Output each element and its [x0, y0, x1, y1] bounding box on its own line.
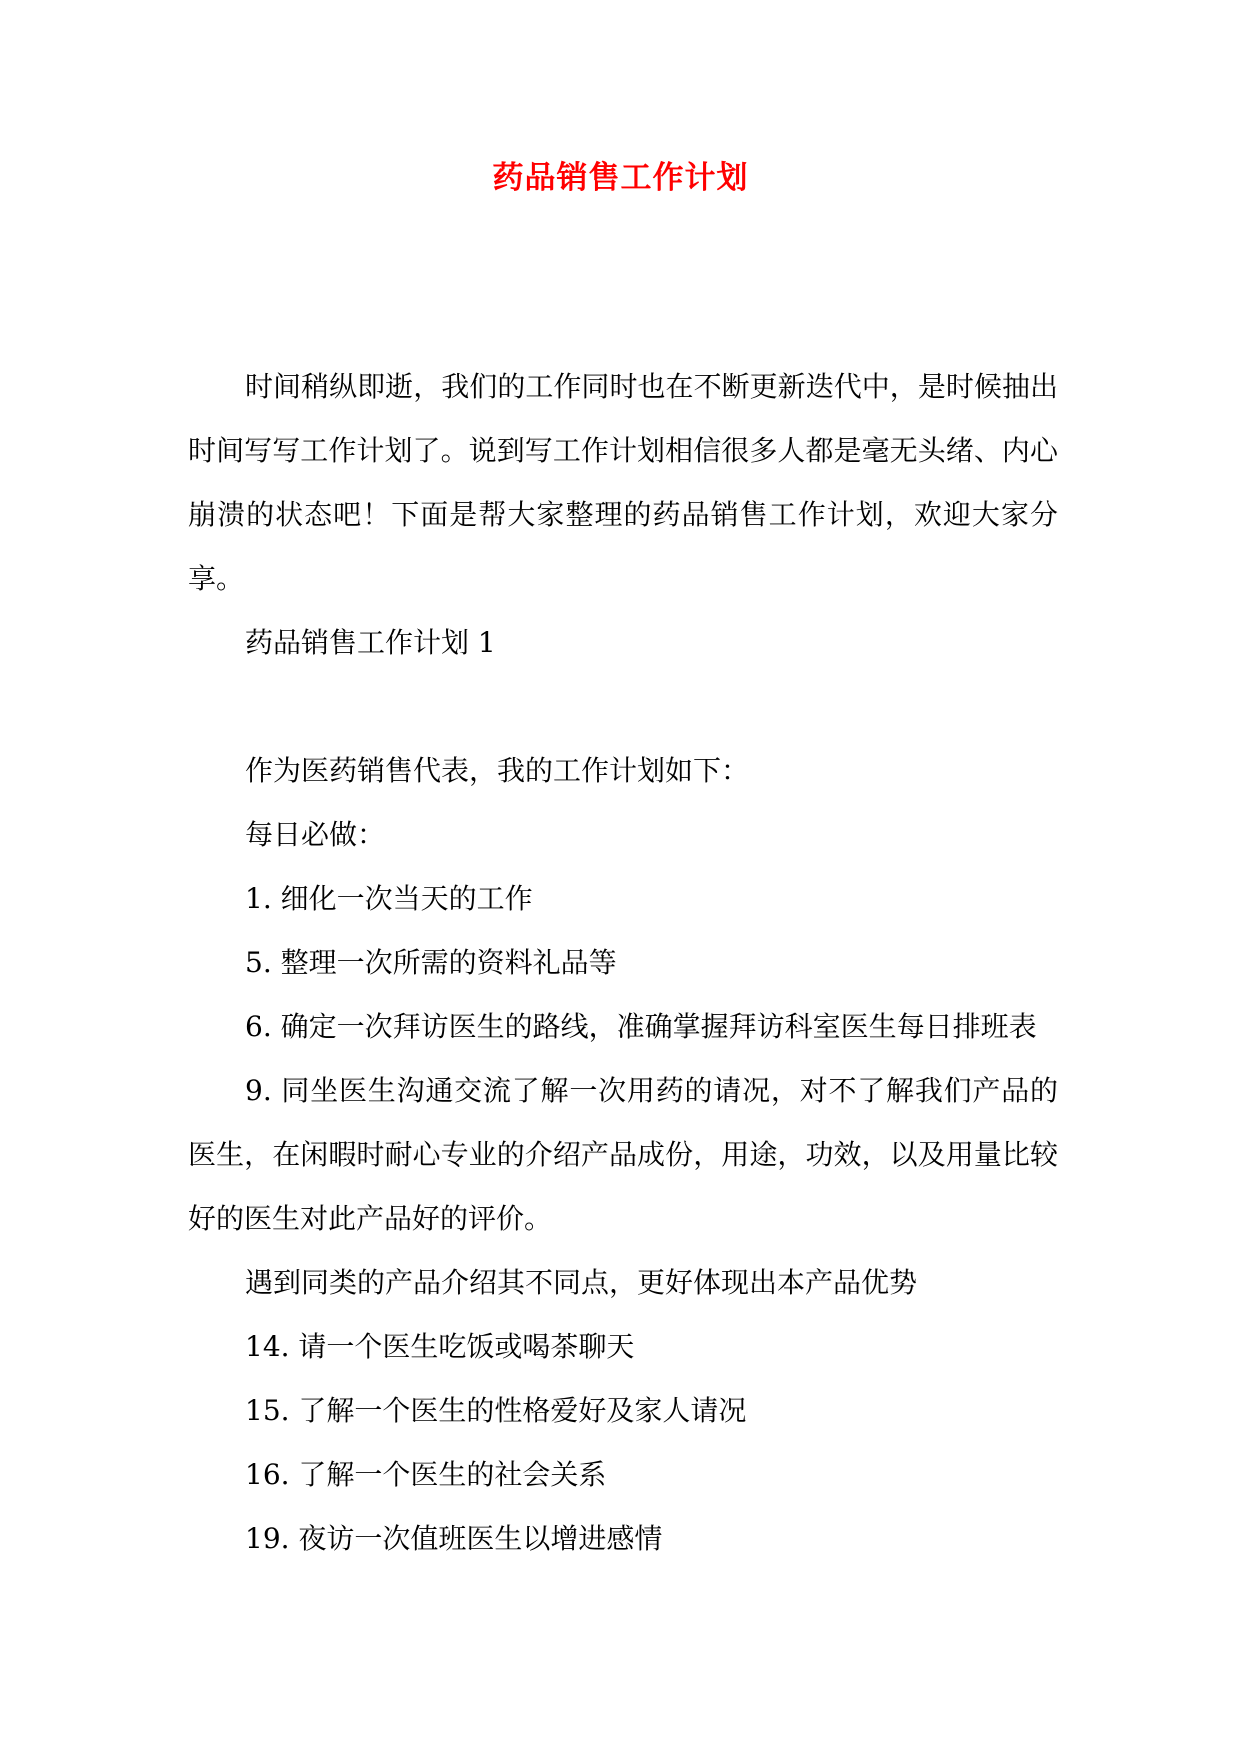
document-title: 药品销售工作计划: [492, 160, 749, 196]
list-item-19: 19. 夜访一次值班医生以增进感情: [245, 1522, 663, 1555]
list-item-15: 15. 了解一个医生的性格爱好及家人请况: [245, 1394, 747, 1427]
list-item-6: 6. 确定一次拜访医生的路线，准确掌握拜访科室医生每日排班表: [245, 1010, 1037, 1043]
list-item-9: 9. 同坐医生沟通交流了解一次用药的请况，对不了解我们产品的医生，在闲暇时耐心专业的介绍产品成份，用途，功效，以及用量比较好的医生对此产品好的评价。: [188, 1074, 1058, 1235]
list-item-5: 5. 整理一次所需的资料礼品等: [245, 946, 617, 979]
list-item-16: 16. 了解一个医生的社会关系: [245, 1458, 607, 1491]
section-heading: 药品销售工作计划 1: [245, 626, 496, 659]
intro-paragraph: 时间稍纵即逝，我们的工作同时也在不断更新迭代中，是时候抽出时间写写工作计划了。说到写工作计划相信很多人都是毫无头绪、内心崩溃的状态吧！下面是帮大家整理的药品销售工作计划，欢迎大家分享。: [188, 370, 1058, 595]
list-item-1: 1. 细化一次当天的工作: [245, 882, 533, 915]
document-body: [188, 355, 1058, 1571]
paragraph-advantage: 遇到同类的产品介绍其不同点，更好体现出本产品优势: [245, 1266, 918, 1299]
list-item-14: 14. 请一个医生吃饭或喝茶聊天: [245, 1330, 635, 1363]
paragraph-spacer: [188, 675, 1058, 739]
paragraph-2: 每日必做：: [245, 818, 386, 851]
paragraph-1: 作为医药销售代表，我的工作计划如下：: [245, 754, 750, 787]
